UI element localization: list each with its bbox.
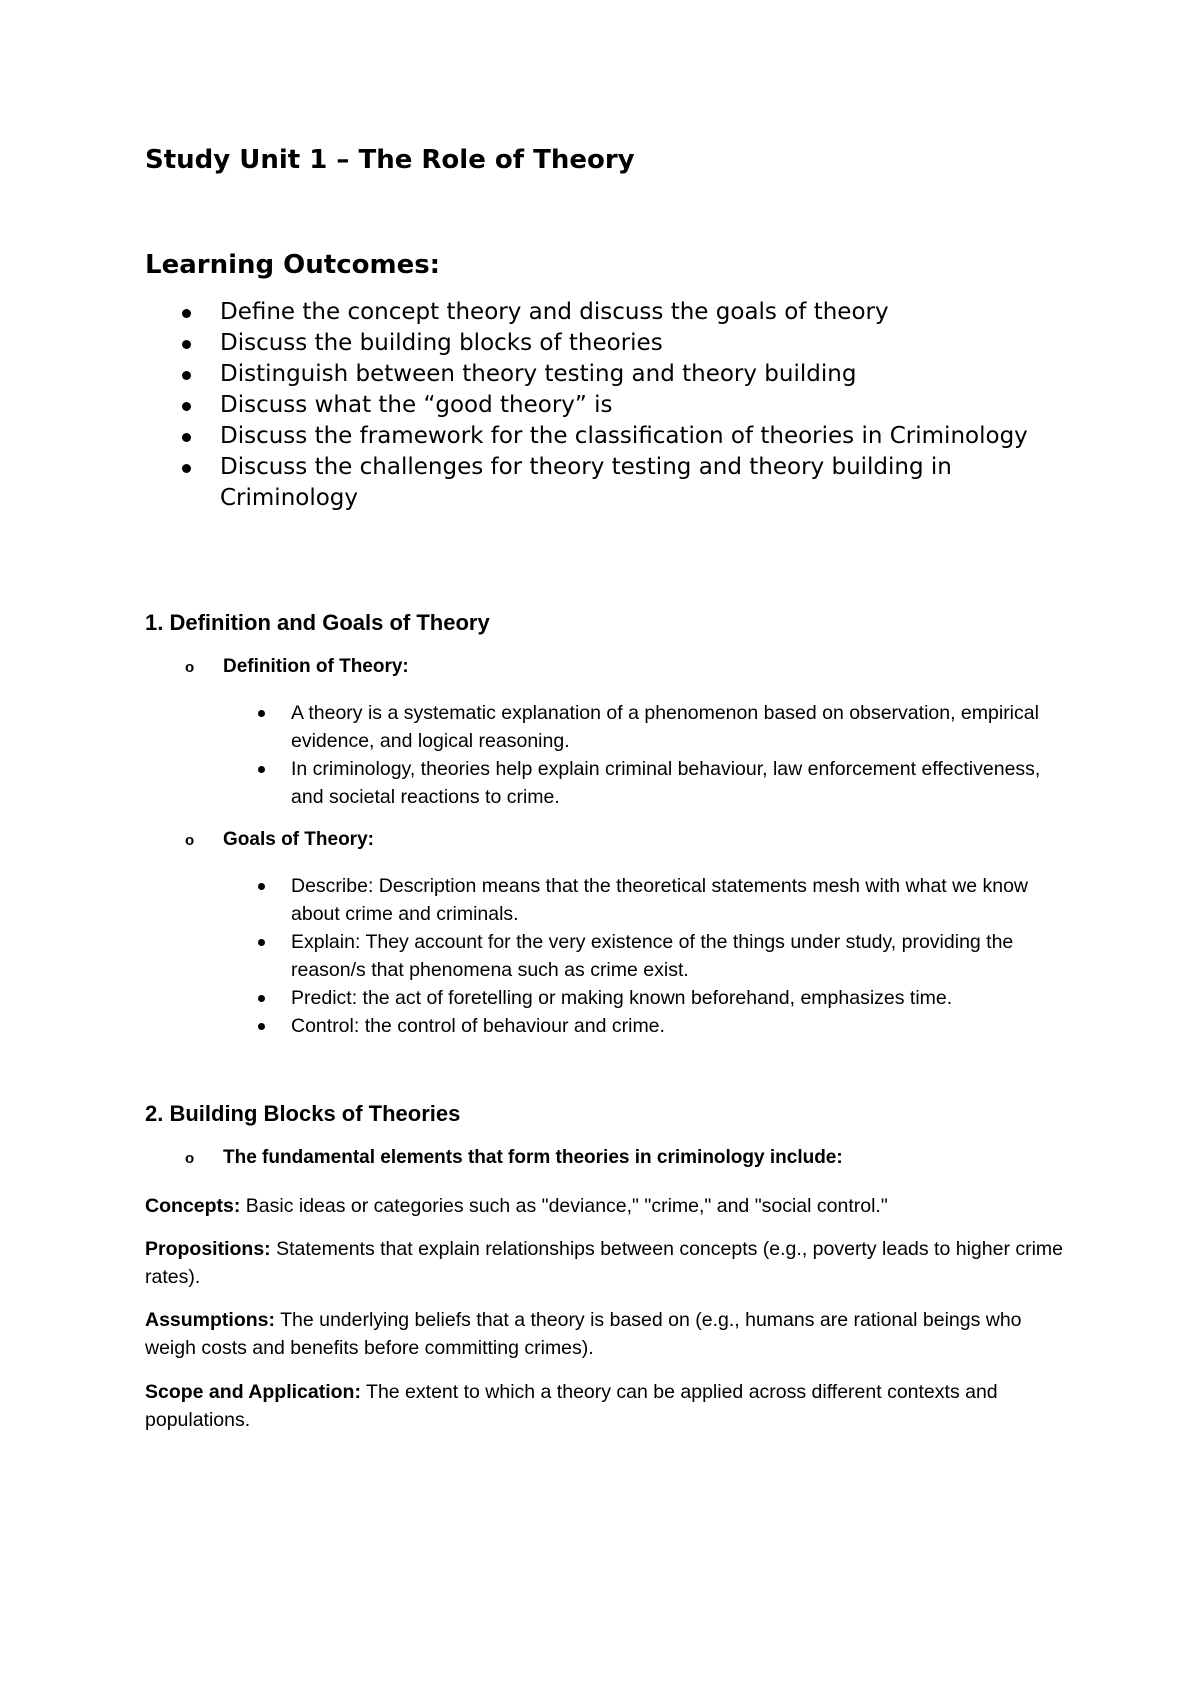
section-1-heading: 1. Definition and Goals of Theory	[145, 610, 490, 635]
list-item: Discuss what the “good theory” is	[180, 390, 1060, 421]
bullet-icon	[182, 309, 191, 318]
page-title: Study Unit 1 – The Role of Theory	[145, 145, 635, 175]
bullet-icon	[182, 433, 191, 442]
list-item: Explain: They account for the very existence of the things under study, providing the reason/s that phenomena such as crime exist.	[253, 928, 1053, 984]
bullet-icon	[258, 883, 265, 890]
list-item: Predict: the act of foretelling or making known beforehand, emphasizes time.	[253, 984, 1053, 1012]
list-item: Define the concept theory and discuss the goals of theory	[180, 297, 1060, 328]
circle-bullet-icon: o	[185, 659, 195, 676]
list-item: A theory is a systematic explanation of a phenomenon based on observation, empirical evidence, and logical reasoning.	[253, 699, 1053, 755]
assumptions-paragraph: Assumptions: The underlying beliefs that a theory is based on (e.g., humans are rational beings who weigh costs and benefits before committing crimes).	[145, 1309, 1022, 1359]
list-item: Discuss the building blocks of theories	[180, 328, 1060, 359]
bullet-icon	[258, 710, 265, 717]
bullet-icon	[258, 1023, 265, 1030]
bullet-icon	[182, 402, 191, 411]
bullet-icon	[182, 371, 191, 380]
goals-of-theory-label: o Goals of Theory:	[185, 829, 374, 850]
circle-bullet-icon: o	[185, 1150, 195, 1167]
list-item: Distinguish between theory testing and theory building	[180, 359, 1060, 390]
bullet-icon	[182, 340, 191, 349]
scope-and-application-paragraph: Scope and Application: The extent to which a theory can be applied across different contexts and populations.	[145, 1381, 998, 1431]
bullet-icon	[258, 766, 265, 773]
building-blocks-intro: o The fundamental elements that form theories in criminology include:	[185, 1147, 843, 1168]
learning-outcomes-list	[180, 297, 1060, 514]
list-item: Control: the control of behaviour and crime.	[253, 1012, 1053, 1040]
bullet-icon	[258, 995, 265, 1002]
definition-of-theory-label: o Definition of Theory:	[185, 656, 409, 677]
bullet-icon	[258, 939, 265, 946]
section-2-heading: 2. Building Blocks of Theories	[145, 1101, 461, 1126]
list-item: Describe: Description means that the theoretical statements mesh with what we know about crime and criminals.	[253, 872, 1053, 928]
circle-bullet-icon: o	[185, 832, 195, 849]
learning-outcomes-heading: Learning Outcomes:	[145, 250, 441, 280]
propositions-paragraph: Propositions: Statements that explain relationships between concepts (e.g., poverty leads to higher crime rates).	[145, 1238, 1064, 1288]
list-item: In criminology, theories help explain criminal behaviour, law enforcement effectiveness, and societal reactions to crime.	[253, 755, 1053, 811]
bullet-icon	[182, 464, 191, 473]
list-item: Discuss the challenges for theory testing and theory building in Criminology	[180, 452, 1060, 514]
definition-list	[253, 699, 1053, 811]
goals-list	[253, 872, 1053, 1040]
concepts-paragraph: Concepts: Basic ideas or categories such as "deviance," "crime," and "social control."	[145, 1195, 888, 1217]
list-item: Discuss the framework for the classification of theories in Criminology	[180, 421, 1060, 452]
